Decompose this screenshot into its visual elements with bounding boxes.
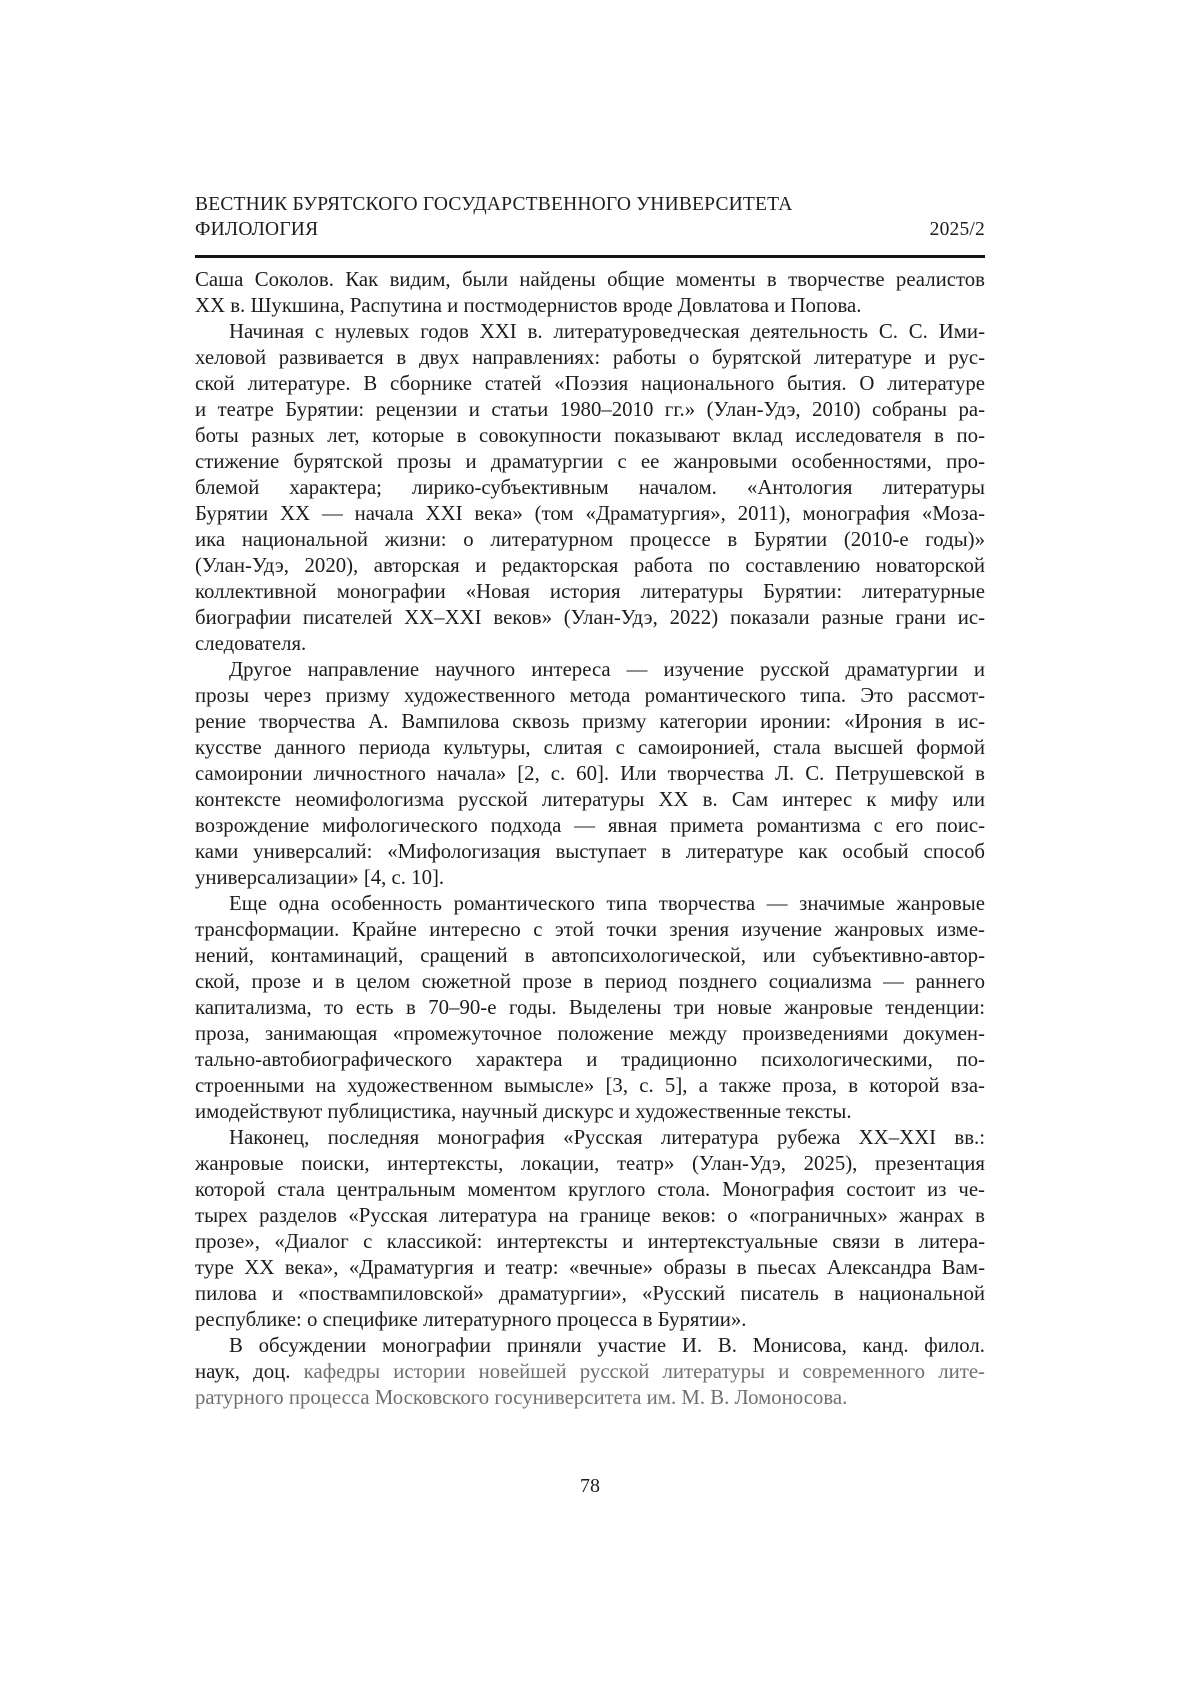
text-line: [195, 969, 985, 995]
text-line: [195, 1385, 985, 1411]
text-segment: Наконец, последняя монография «Русская литература рубежа XX–XXI вв.:: [229, 1126, 985, 1149]
text-segment: и театре Бурятии: рецензии и статьи 1980–2010 гг.» (Улан-Удэ, 2010) собраны ра-: [195, 398, 985, 421]
text-segment: капитализма, то есть в 70–90-е годы. Выделены три новые жанровые тенденции:: [195, 996, 985, 1019]
text-line: [195, 1307, 985, 1333]
text-line: [195, 579, 985, 605]
text-segment: ХХ в. Шукшина, Распутина и постмодернистов вроде Довлатова и Попова.: [195, 294, 862, 317]
text-segment: имодействуют публицистика, научный дискурс и художественные тексты.: [195, 1100, 852, 1123]
paragraph: [195, 267, 985, 319]
text-segment: наук, доц.: [195, 1360, 304, 1383]
text-line: [195, 917, 985, 943]
text-line: [195, 839, 985, 865]
text-line: [195, 631, 985, 657]
text-segment: республике: о специфике литературного процесса в Бурятии».: [195, 1308, 747, 1331]
text-line: [195, 1281, 985, 1307]
paragraph: [195, 319, 985, 657]
header-rule: [195, 255, 985, 258]
text-line: [195, 1047, 985, 1073]
text-line: [195, 1229, 985, 1255]
text-segment: возрождение мифологического подхода — явная примета романтизма с его поис-: [195, 814, 985, 837]
text-line: [195, 813, 985, 839]
text-segment: ской, прозе и в целом сюжетной прозе в период позднего социализма — раннего: [195, 970, 985, 993]
text-line: [195, 267, 985, 293]
text-segment: самоиронии личностного начала» [2, с. 60]. Или творчества Л. С. Петрушевской в: [195, 762, 985, 785]
text-line: [195, 1021, 985, 1047]
text-segment: Бурятии XX — начала XXI века» (том «Драматургия», 2011), монография «Моза-: [195, 502, 985, 525]
page-content: [195, 192, 985, 1411]
text-segment: биографии писателей XX–XXI веков» (Улан-Удэ, 2022) показали разные грани ис-: [195, 606, 985, 629]
text-line: [195, 345, 985, 371]
text-segment: ика национальной жизни: о литературном процессе в Бурятии (2010-е годы)»: [195, 528, 985, 551]
text-segment: хеловой развивается в двух направлениях: работы о бурятской литературе и рус-: [195, 346, 985, 369]
text-line: [195, 761, 985, 787]
text-segment: универсализации» [4, с. 10].: [195, 866, 445, 889]
header-second-row: [195, 217, 985, 242]
paragraph: [195, 891, 985, 1125]
text-segment: ками универсалий: «Мифологизация выступает в литературе как особый способ: [195, 840, 985, 863]
text-segment: Саша Соколов. Как видим, были найдены общие моменты в творчестве реалистов: [195, 268, 985, 291]
text-line: [195, 527, 985, 553]
text-segment: тырех разделов «Русская литература на границе веков: о «пограничных» жанрах в: [195, 1204, 985, 1227]
text-segment: Еще одна особенность романтического типа творчества — значимые жанровые: [229, 892, 985, 915]
text-line: [195, 1151, 985, 1177]
text-line: [195, 423, 985, 449]
journal-title: ВЕСТНИК БУРЯТСКОГО ГОСУДАРСТВЕННОГО УНИВЕРСИТЕТА: [195, 194, 793, 215]
text-segment: туре XX века», «Драматургия и театр: «вечные» образы в пьесах Александра Вам-: [195, 1256, 985, 1279]
text-segment: тально-автобиографического характера и традиционно психологическими, по-: [195, 1048, 985, 1071]
text-line: [195, 995, 985, 1021]
text-line: [195, 1177, 985, 1203]
text-line: [195, 943, 985, 969]
text-line: [195, 865, 985, 891]
page-header: [195, 192, 985, 258]
text-line: [195, 1125, 985, 1151]
text-segment: кусстве данного периода культуры, слитая с самоиронией, стала высшей формой: [195, 736, 985, 759]
text-line: [195, 1255, 985, 1281]
text-line: [195, 683, 985, 709]
text-segment: прозе», «Диалог с классикой: интертексты и интертекстуальные связи в литера-: [195, 1230, 985, 1253]
muted-text-segment: кафедры истории новейшей русской литературы и современного лите-: [303, 1360, 985, 1383]
journal-section: ФИЛОЛОГИЯ: [195, 219, 319, 240]
text-segment: коллективной монографии «Новая история литературы Бурятии: литературные: [195, 580, 985, 603]
text-segment: проза, занимающая «промежуточное положение между произведениями докумен-: [195, 1022, 985, 1045]
text-line: [195, 1333, 985, 1359]
text-line: [195, 553, 985, 579]
text-line: [195, 1099, 985, 1125]
text-line: [195, 787, 985, 813]
text-line: [195, 891, 985, 917]
text-line: [195, 397, 985, 423]
text-segment: трансформации. Крайне интересно с этой точки зрения изучение жанровых изме-: [195, 918, 985, 941]
text-segment: стижение бурятской прозы и драматургии с ее жанровыми особенностями, про-: [195, 450, 985, 473]
text-segment: (Улан-Удэ, 2020), авторская и редакторская работа по составлению новаторской: [195, 554, 985, 577]
text-segment: блемой характера; лирико-субъективным началом. «Антология литературы: [195, 476, 985, 499]
text-line: [195, 449, 985, 475]
text-segment: Начиная с нулевых годов XXI в. литературоведческая деятельность С. С. Ими-: [229, 320, 985, 343]
paragraph: [195, 1125, 985, 1333]
paragraph: [195, 657, 985, 891]
text-segment: контексте неомифологизма русской литературы XX в. Сам интерес к мифу или: [195, 788, 985, 811]
text-segment: строенными на художественном вымысле» [3, с. 5], а также проза, в которой вза-: [195, 1074, 985, 1097]
text-segment: рение творчества А. Вампилова сквозь призму категории иронии: «Ирония в ис-: [195, 710, 985, 733]
text-segment: ской литературе. В сборнике статей «Поэзия национального бытия. О литературе: [195, 372, 985, 395]
text-segment: Другое направление научного интереса — изучение русской драматургии и: [229, 658, 985, 681]
text-line: [195, 709, 985, 735]
text-segment: В обсуждении монографии приняли участие И. В. Монисова, канд. филол.: [229, 1334, 985, 1357]
text-segment: пилова и «поствампиловской» драматургии», «Русский писатель в национальной: [195, 1282, 985, 1305]
text-line: [195, 657, 985, 683]
text-line: [195, 319, 985, 345]
text-line: [195, 371, 985, 397]
text-line: [195, 1073, 985, 1099]
paragraph: [195, 1333, 985, 1411]
text-segment: жанровые поиски, интертексты, локации, театр» (Улан-Удэ, 2025), презентация: [195, 1152, 985, 1175]
text-line: [195, 293, 985, 319]
text-line: [195, 475, 985, 501]
page-footer: [195, 1474, 985, 1498]
article-body: [195, 267, 985, 1411]
text-segment: нений, контаминаций, сращений в автопсихологической, или субъективно-автор-: [195, 944, 985, 967]
text-segment: прозы через призму художественного метода романтического типа. Это рассмот-: [195, 684, 985, 707]
issue-number: 2025/2: [929, 219, 985, 240]
text-line: [195, 605, 985, 631]
text-line: [195, 501, 985, 527]
text-segment: следователя.: [195, 632, 307, 655]
text-segment: которой стала центральным моментом круглого стола. Монография состоит из че-: [195, 1178, 985, 1201]
text-line: [195, 1203, 985, 1229]
text-line: [195, 1359, 985, 1385]
text-line: [195, 735, 985, 761]
page-number: 78: [580, 1475, 600, 1497]
text-segment: боты разных лет, которые в совокупности показывают вклад исследователя в по-: [195, 424, 985, 447]
muted-text-segment: ратурного процесса Московского госуниверситета им. М. В. Ломоносова.: [195, 1386, 848, 1409]
